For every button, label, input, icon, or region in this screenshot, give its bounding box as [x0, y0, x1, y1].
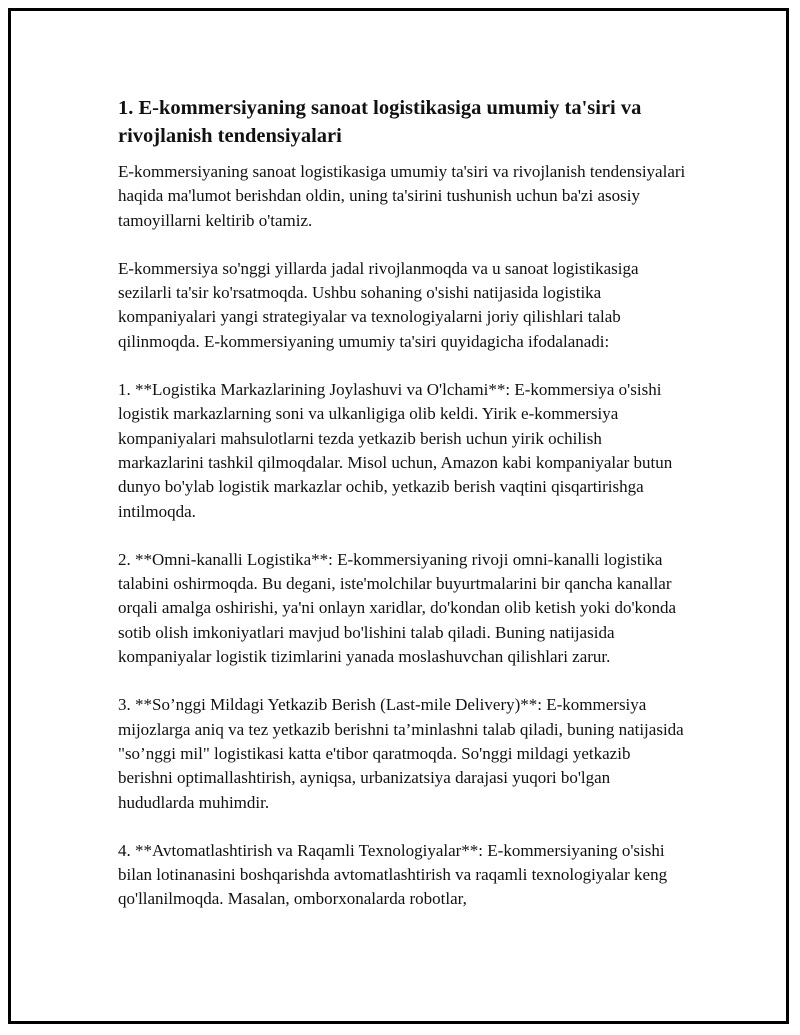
paragraph-item-4: 4. **Avtomatlashtirish va Raqamli Texnologiyalar**: E-kommersiyaning o'sishi bilan lotinanasini boshqarishda avtomatlashtirish va raqamli texnologiyalar keng qo'llanilmoqda. Masalan, omborxonalarda robotlar,	[118, 840, 668, 909]
paragraph-item-1: 1. **Logistika Markazlarining Joylashuvi va O'lchami**: E-kommersiya o'sishi logistik markazlarning soni va ulkanligiga olib keldi. Yirik e-kommersiya kompaniyalari mahsulotlarni tezda yetkazib berish uchun yirik ochilish markazlarini tashkil qilmoqdalar. Misol uchun, Amazon kabi kompaniyalar butun dunyo bo'ylab logistik markazlar ochib, yetkazib berish vaqtini qisqartirishga intilmoqda.	[118, 380, 673, 521]
paragraph-item-2: 2. **Omni-kanalli Logistika**: E-kommersiyaning rivoji omni-kanalli logistika talabini oshirmoqda. Bu degani, iste'molchilar buyurtmalarini bir qancha kanallar orqali amalga oshirishi, ya'ni onlayn xaridlar, do'kondan olib ketish yoki do'konda sotib olish imkoniyatlari mavjud bo'lishini talab qiladi. Buning natijasida kompaniyalar logistik tizimlarini yanada moslashuvchan qilishlari zarur.	[118, 549, 677, 667]
section-heading: 1. E-kommersiyaning sanoat logistikasiga umumiy ta'siri va rivojlanish tendensiyalari	[118, 97, 642, 147]
paragraph-intro: E-kommersiyaning sanoat logistikasiga umumiy ta'siri va rivojlanish tendensiyalari haqida ma'lumot berishdan oldin, uning ta'sirini tushunish uchun ba'zi asosiy tamoyillarni keltirib o'tamiz.	[118, 162, 686, 230]
paragraph-item-3: 3. **So’nggi Mildagi Yetkazib Berish (Last-mile Delivery)**: E-kommersiya mijozlarga aniq va tez yetkazib berishni ta’minlashni talab qiladi, buning natijasida "so’nggi mil" logistikasi katta e'tibor qaratmoqda. So'nggi mildagi yetkazib berishni optimallashtirish, ayniqsa, urbanizatsiya darajasi yuqori bo'lgan hududlarda muhimdir.	[118, 695, 684, 812]
document-body	[118, 94, 688, 936]
paragraph-overview: E-kommersiya so'nggi yillarda jadal rivojlanmoqda va u sanoat logistikasiga sezilarli ta'sir ko'rsatmoqda. Ushbu sohaning o'sishi natijasida logistika kompaniyalari yangi strategiyalar va texnologiyalarni joriy qilishlari talab qilinmoqda. E-kommersiyaning umumiy ta'siri quyidagicha ifodalanadi:	[118, 258, 639, 351]
